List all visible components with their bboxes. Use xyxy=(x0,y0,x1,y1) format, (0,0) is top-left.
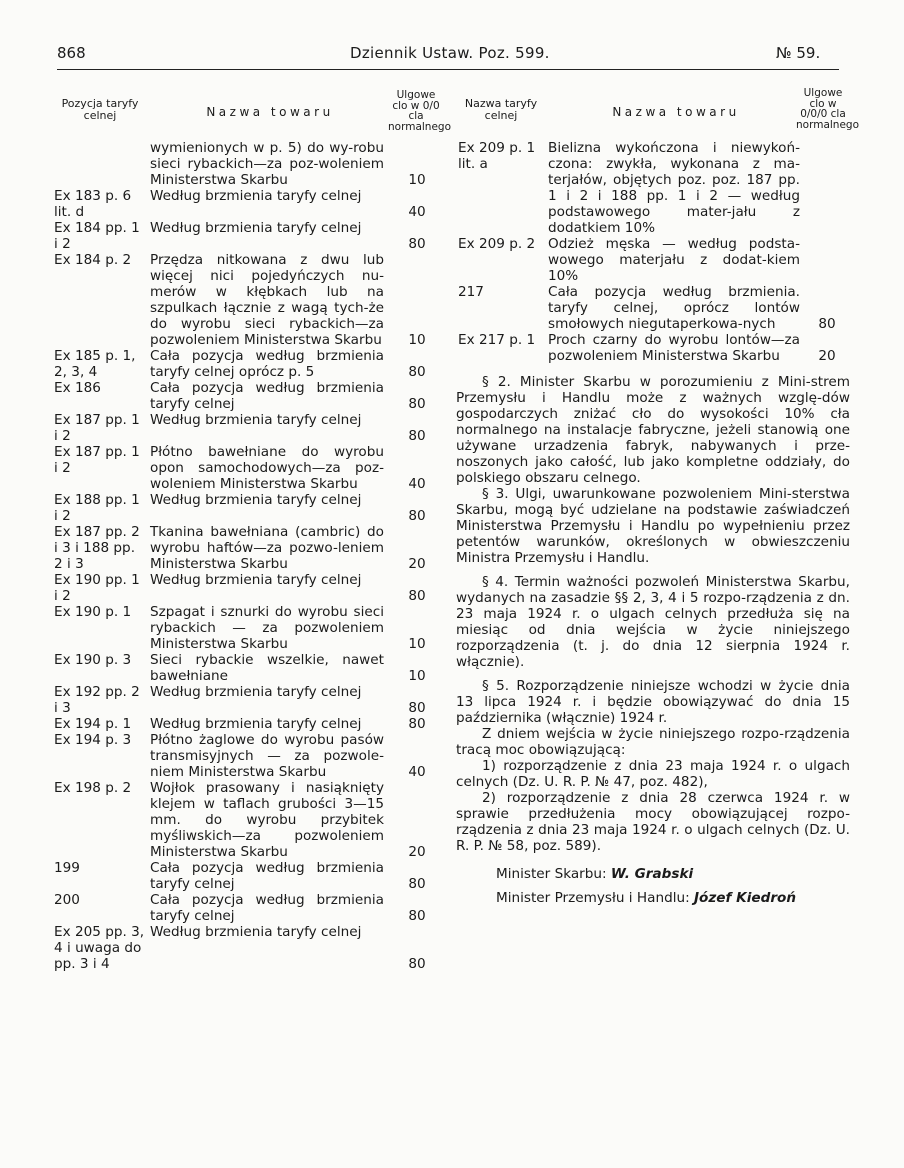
header-position-right: Nazwa taryfy celnej xyxy=(464,97,538,122)
duty-rate xyxy=(804,236,850,284)
left-table-row xyxy=(52,444,444,492)
duty-rate: 80 xyxy=(408,428,426,444)
paragraph-3-text: Ulgi, uwarunkowane pozwoleniem Mini-sterstwa Skarbu, mogą być udzielane na podstawie zaświadczeń Ministerstwa Przemysłu i Handlu po wypełnieniu przez petentów warunków, określonych w obwieszczeniu Ministra Przemysłu i Handlu. xyxy=(456,486,850,566)
goods-description: Proch czarny do wyrobu lontów—za pozwoleniem Ministerstwa Skarbu xyxy=(548,332,800,364)
header-duty: Ulgowe clo w 0/0 cla normalnego xyxy=(388,89,451,133)
duty-rate xyxy=(804,140,850,236)
duty-rate: 80 xyxy=(408,396,426,412)
issue-number: № 59. xyxy=(776,44,821,62)
goods-description: Cała pozycja według brzmienia taryfy celnej xyxy=(150,380,384,412)
tariff-position: Ex 192 pp. 2 i 3 xyxy=(54,684,140,716)
goods-description: Bielizna wykończona i niewykoń-czona: zwykła, wykonana z ma-terjałów, objętych poz. poz. 187 pp. 1 i 2 i 188 pp. 1 i 2 — według podstawowego mater-jału z dodatkiem 10% xyxy=(548,140,800,236)
duty-rate: 10 xyxy=(408,332,426,348)
paragraph-5-text: Rozporządzenie niniejsze wchodzi w życie dnia 13 lipca 1924 r. i będzie obowiązywać do dnia 15 października (włącznie) 1924 r. xyxy=(456,678,850,726)
duty-rate: 40 xyxy=(408,476,426,492)
signature-2-title: Minister Przemysłu i Handlu: xyxy=(496,890,690,906)
left-table-row xyxy=(52,252,444,348)
paragraph-5-label: § 5. xyxy=(482,678,510,694)
goods-description: Według brzmienia taryfy celnej xyxy=(150,412,362,428)
tariff-position: Ex 187 pp. 1 i 2 xyxy=(54,444,140,476)
left-table-row xyxy=(52,348,444,380)
tariff-position: Ex 209 p. 2 xyxy=(458,236,536,252)
paragraph-3-label: § 3. xyxy=(482,486,509,502)
tariff-position: Ex 190 p. 1 xyxy=(54,604,132,620)
header-duty-right: Ulgowe clo w 0/0/0 cla normalnego xyxy=(796,87,859,131)
tariff-position: Ex 183 p. 6 lit. d xyxy=(54,188,132,220)
left-table-row xyxy=(52,780,444,860)
signature-minister-treasury xyxy=(496,866,850,882)
tariff-position: Ex 190 pp. 1 i 2 xyxy=(54,572,140,604)
left-table-row xyxy=(52,860,444,892)
left-table-row xyxy=(52,652,444,684)
left-table-header xyxy=(52,78,451,140)
paragraph-3 xyxy=(456,486,850,566)
tariff-position: Ex 187 pp. 2 i 3 i 188 pp. 2 i 3 xyxy=(54,524,140,572)
goods-description: Cała pozycja według brzmienia. taryfy celnej, oprócz lontów smołowych niegutaperkowa-nych xyxy=(548,284,800,332)
goods-description: Płótno żaglowe do wyrobu pasów transmisyjnych — za pozwole-niem Ministerstwa Skarbu xyxy=(150,732,384,780)
header-position: Pozycja taryfy celnej xyxy=(61,97,139,122)
page-number: 868 xyxy=(57,44,86,62)
paragraph-2-text: Minister Skarbu w porozumieniu z Mini-strem Przemysłu i Handlu może z ważnych wzglę-dów gospodarczych zniżać cło do wysokości 10% cła normalnego na instalacje fabryczne, jeżeli stanowią one używane urzadzenia fabryk, nabywanych i prze-noszonych jako całość, lub jako kompletne oddziały, do polskiego obszaru celnego. xyxy=(456,374,850,486)
goods-description: Sieci rybackie wszelkie, nawet bawełniane xyxy=(150,652,384,684)
right-column xyxy=(456,78,859,906)
tariff-position: Ex 184 pp. 1 i 2 xyxy=(54,220,140,252)
left-table-row xyxy=(52,684,444,716)
right-table-row xyxy=(456,140,850,236)
duty-rate: 80 xyxy=(408,508,426,524)
goods-description: Płótno bawełniane do wyrobu opon samochodowych—za poz-woleniem Ministerstwa Skarbu xyxy=(150,444,384,492)
signature-1-title: Minister Skarbu: xyxy=(496,866,607,882)
left-table-row xyxy=(52,716,444,732)
repealed-item-1: 1) rozporządzenie z dnia 23 maja 1924 r. o ulgach celnych (Dz. U. R. P. № 47, poz. 482), xyxy=(456,758,850,790)
left-table-row xyxy=(52,220,444,252)
tariff-position: Ex 186 xyxy=(54,380,101,396)
left-table-row xyxy=(52,380,444,412)
goods-description: Według brzmienia taryfy celnej xyxy=(150,572,362,588)
goods-description: Według brzmienia taryfy celnej xyxy=(150,684,362,700)
goods-description: Przędza nitkowana z dwu lub więcej nici pojedyńczych nu-merów w kłębkach lub na szpulkach łącznie z wagą tych-że do wyrobu sieci rybackich—za pozwoleniem Ministerstwa Skarbu xyxy=(150,252,384,348)
tariff-position: Ex 194 p. 3 xyxy=(54,732,132,748)
right-table-row xyxy=(456,332,850,364)
duty-rate: 40 xyxy=(408,764,426,780)
paragraph-2 xyxy=(456,374,850,486)
left-table-row xyxy=(52,572,444,604)
left-table-row xyxy=(52,924,444,972)
left-table-row xyxy=(52,492,444,524)
goods-description: Wojłok prasowany i nasiąknięty klejem w taflach grubości 3—15 mm. do wyrobu przybitek myśliwskich—za pozwoleniem Ministerstwa Skarbu xyxy=(150,780,384,860)
duty-rate: 80 xyxy=(408,956,426,972)
goods-description: Cała pozycja według brzmienia taryfy celnej oprócz p. 5 xyxy=(150,348,384,380)
tariff-position: 200 xyxy=(54,892,80,908)
tariff-position: Ex 194 p. 1 xyxy=(54,716,132,732)
paragraph-5 xyxy=(456,678,850,726)
duty-rate: 40 xyxy=(408,204,426,220)
tariff-position: 199 xyxy=(54,860,80,876)
right-table-body xyxy=(456,140,850,364)
journal-title: Dziennik Ustaw. Poz. 599. xyxy=(350,44,550,62)
left-table-row xyxy=(52,732,444,780)
right-table-row xyxy=(456,284,850,332)
goods-description: Według brzmienia taryfy celnej xyxy=(150,924,362,940)
tariff-position: Ex 190 p. 3 xyxy=(54,652,132,668)
tariff-position: Ex 185 p. 1, 2, 3, 4 xyxy=(54,348,136,380)
goods-description: Według brzmienia taryfy celnej xyxy=(150,716,362,732)
left-table-row xyxy=(52,604,444,652)
tariff-position: Ex 187 pp. 1 i 2 xyxy=(54,412,140,444)
left-table-row xyxy=(52,140,444,188)
repealed-item-2: 2) rozporządzenie z dnia 28 czerwca 1924 r. w sprawie przedłużenia mocy obowiązującej rozpo-rządzenia z dnia 23 maja 1924 r. o ulgach celnych (Dz. U. R. P. № 58, poz. 589). xyxy=(456,790,850,854)
goods-description: Cała pozycja według brzmienia taryfy celnej xyxy=(150,860,384,892)
left-table-row xyxy=(52,412,444,444)
header-rule xyxy=(57,69,839,70)
duty-rate: 80 xyxy=(408,700,426,716)
tariff-position: Ex 205 pp. 3, 4 i uwaga do pp. 3 i 4 xyxy=(54,924,145,972)
goods-description: Tkanina bawełniana (cambric) do wyrobu haftów—za pozwo-leniem Ministerstwa Skarbu xyxy=(150,524,384,572)
tariff-position: Ex 209 p. 1 lit. a xyxy=(458,140,536,172)
tariff-position xyxy=(52,140,150,188)
left-column xyxy=(52,78,451,972)
goods-description: wymienionych w p. 5) do wy-robu sieci rybackich—za poz-woleniem Ministerstwa Skarbu xyxy=(150,140,384,188)
duty-rate: 10 xyxy=(408,636,426,652)
goods-description: Cała pozycja według brzmienia taryfy celnej xyxy=(150,892,384,924)
duty-rate: 80 xyxy=(408,716,426,732)
right-table-row xyxy=(456,236,850,284)
duty-rate: 20 xyxy=(408,556,426,572)
paragraph-4-text: Termin ważności pozwoleń Ministerstwa Skarbu, wydanych na zasadzie §§ 2, 3, 4 i 5 rozpo-rządzenia z dn. 23 maja 1924 r. o ulgach celnych przedłuża się na miesiąc od dnia wejścia w życie niniejszego rozporządzenia (t. j. do dnia 12 sierpnia 1924 r. włącznie). xyxy=(456,574,850,670)
duty-rate: 80 xyxy=(408,588,426,604)
signature-2-name: Józef Kiedroń xyxy=(694,890,797,906)
header-goods-name-right: Nazwa towaru xyxy=(612,105,740,119)
tariff-position: 217 xyxy=(458,284,484,300)
goods-description: Według brzmienia taryfy celnej xyxy=(150,492,362,508)
duty-rate: 80 xyxy=(818,316,836,332)
duty-rate: 20 xyxy=(818,348,836,364)
paragraph-4 xyxy=(456,574,850,670)
goods-description: Według brzmienia taryfy celnej xyxy=(150,188,362,204)
goods-description: Według brzmienia taryfy celnej xyxy=(150,220,362,236)
duty-rate: 10 xyxy=(408,172,426,188)
duty-rate: 80 xyxy=(408,364,426,380)
tariff-position: Ex 188 pp. 1 i 2 xyxy=(54,492,140,524)
paragraph-4-label: § 4. xyxy=(482,574,509,590)
left-table-row xyxy=(52,188,444,220)
left-table-row xyxy=(52,524,444,572)
page-header xyxy=(0,0,904,72)
signature-minister-industry xyxy=(496,890,850,906)
legal-text xyxy=(456,374,850,906)
goods-description: Szpagat i sznurki do wyrobu sieci rybackich — za pozwoleniem Ministerstwa Skarbu xyxy=(150,604,384,652)
tariff-position: Ex 198 p. 2 xyxy=(54,780,132,796)
signature-1-name: W. Grabski xyxy=(610,866,694,882)
left-table-body xyxy=(52,140,444,972)
right-table-header xyxy=(456,78,859,140)
paragraph-2-label: § 2. xyxy=(482,374,511,390)
duty-rate: 80 xyxy=(408,876,426,892)
tariff-position: Ex 217 p. 1 xyxy=(458,332,536,348)
left-table-row xyxy=(52,892,444,924)
duty-rate: 80 xyxy=(408,908,426,924)
tariff-position: Ex 184 p. 2 xyxy=(54,252,132,268)
goods-description: Odzież męska — według podsta-wowego materjału z dodat-kiem 10% xyxy=(548,236,800,284)
paragraph-5b: Z dniem wejścia w życie niniejszego rozpo-rządzenia tracą moc obowiązującą: xyxy=(456,726,850,758)
header-goods-name: Nazwa towaru xyxy=(206,105,334,119)
duty-rate: 10 xyxy=(408,668,426,684)
duty-rate: 20 xyxy=(408,844,426,860)
duty-rate: 80 xyxy=(408,236,426,252)
